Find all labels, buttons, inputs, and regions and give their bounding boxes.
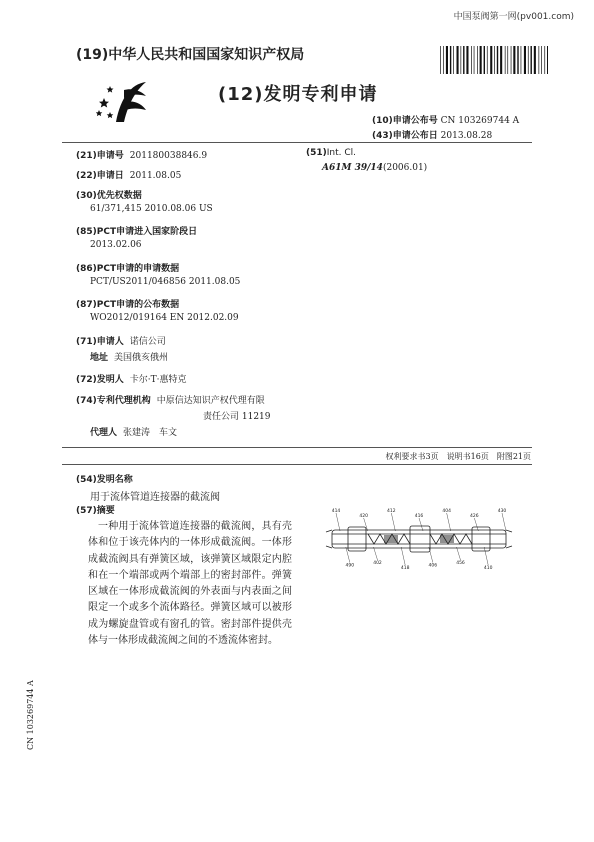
field-value: 2011.08.05 — [129, 171, 182, 181]
field-code: (74) — [76, 396, 97, 406]
figure-leader-line — [374, 547, 378, 560]
field-label: PCT申请的公布数据 — [96, 300, 180, 310]
field-label: 摘要 — [96, 506, 115, 516]
field-label: 代理人 — [90, 428, 118, 438]
field-agent — [90, 425, 177, 438]
figure-leader-line — [429, 547, 433, 563]
barcode-bar — [505, 46, 506, 74]
figure-reference-label: 414 — [331, 509, 341, 514]
pub-number: CN 103269744 A — [440, 116, 520, 126]
field-label: PCT申请的申请数据 — [96, 264, 180, 274]
barcode-bar — [517, 46, 518, 74]
barcode-bar — [450, 46, 451, 74]
field-value: 中原信达知识产权代理有限 — [156, 396, 265, 406]
pub-number-label: (10)申请公布号 — [372, 116, 438, 126]
pub-date-label: (43)申请公布日 — [372, 131, 438, 141]
figure-leader-line — [457, 547, 461, 560]
figure-reference-label: 456 — [456, 561, 465, 566]
field-label: 发明人 — [96, 375, 124, 385]
agency-value-line2: 责任公司 11219 — [203, 412, 271, 422]
field-application-date — [76, 168, 181, 181]
field-value: 张建涛 车文 — [123, 428, 178, 438]
barcode-bar — [484, 46, 485, 74]
barcode-bar — [541, 46, 542, 74]
barcode-bar — [547, 46, 548, 74]
field-pct-application — [76, 261, 179, 274]
figure-reference-label: 416 — [414, 514, 424, 519]
field-label: 优先权数据 — [96, 191, 142, 201]
barcode — [440, 46, 548, 74]
barcode-bar — [474, 46, 475, 74]
figure-reference-label: 430 — [497, 509, 507, 514]
field-value: 诺信公司 — [129, 337, 166, 347]
field-code: (86) — [76, 264, 97, 274]
field-abstract — [76, 503, 115, 516]
pct-publication-value: WO2012/019164 EN 2012.02.09 — [90, 313, 239, 323]
pub-date: 2013.08.28 — [440, 131, 493, 141]
barcode-bar — [497, 46, 498, 74]
barcode-bar — [544, 46, 545, 74]
figure-leader-line — [336, 513, 340, 531]
priority-value: 61/371,415 2010.08.06 US — [90, 204, 213, 214]
field-application-number — [76, 148, 207, 161]
figure-reference-label: 404 — [442, 509, 451, 514]
barcode-bar — [513, 46, 515, 74]
field-label: Int. Cl. — [326, 148, 357, 158]
field-code: (21) — [76, 151, 97, 161]
field-code: (57) — [76, 506, 97, 516]
field-address — [90, 350, 168, 363]
publication-date-row — [372, 128, 492, 141]
page-counts: 权利要求书3页 说明书16页 附图21页 — [385, 452, 531, 461]
figure-leader-line — [502, 513, 506, 531]
field-label: 发明名称 — [96, 475, 133, 485]
barcode-bar — [528, 46, 529, 74]
barcode-bar — [534, 46, 536, 74]
field-value: 卡尔·T·惠特克 — [129, 375, 187, 385]
figure-reference-label: 418 — [400, 566, 410, 571]
barcode-bar — [466, 46, 468, 74]
counts-top-rule — [62, 447, 532, 448]
barcode-bar — [531, 46, 532, 74]
barcode-bar — [443, 46, 444, 74]
figure-reference-label: 412 — [387, 509, 396, 514]
field-code: (51) — [306, 148, 327, 158]
figure-reference-label: 402 — [373, 561, 382, 566]
ipc-classification — [322, 163, 427, 173]
abstract-text: 一种用于流体管道连接器的截流阀，具有壳体和位于该壳体内的一体形成截流阀。一体形成截流阀具有弹簧区域，该弹簧区域限定内腔和在一个端部或两个端部上的密封部件。弹簧区域在一体形成截流阀的外表面与内表面之间限定一个或多个流体路径。弹簧区域可以被形成为螺旋盘管或有窗孔的管。密封部件提供壳体与一体形成截流阀之间的不透流体密封。 — [88, 521, 292, 647]
field-label: 地址 — [90, 353, 109, 363]
figure-leader-line — [484, 547, 488, 565]
site-watermark: 中国泵阀第一网(pv001.com) — [453, 12, 574, 22]
abstract-figure — [324, 504, 514, 574]
figure-leader-line — [391, 513, 395, 531]
barcode-bar — [440, 46, 441, 74]
field-code: (85) — [76, 227, 97, 237]
barcode-bar — [524, 46, 526, 74]
office-code: (19) — [76, 47, 109, 63]
counts-bottom-rule — [62, 464, 532, 465]
figure-reference-label: 410 — [483, 566, 493, 571]
barcode-bar — [471, 46, 472, 74]
publication-number-row — [372, 113, 519, 126]
field-inventor — [76, 372, 187, 385]
field-agency — [76, 393, 265, 406]
figure-leader-line — [401, 547, 405, 565]
barcode-bar — [457, 46, 459, 74]
pct-entry-value: 2013.02.06 — [90, 240, 142, 250]
sipo-logo-icon — [96, 78, 150, 124]
figure-reference-label: 406 — [428, 563, 438, 569]
barcode-bar — [446, 46, 448, 74]
barcode-bar — [507, 46, 508, 74]
field-invention-title — [76, 472, 133, 485]
office-name: 中华人民共和国国家知识产权局 — [108, 47, 305, 63]
field-label: PCT申请进入国家阶段日 — [96, 227, 198, 237]
barcode-bar — [453, 46, 454, 74]
barcode-bar — [494, 46, 495, 74]
barcode-bar — [487, 46, 488, 74]
field-label: 申请人 — [96, 337, 124, 347]
pct-application-value: PCT/US2011/046856 2011.08.05 — [90, 277, 241, 287]
barcode-bar — [539, 46, 540, 74]
field-code: (30) — [76, 191, 97, 201]
side-publication-number: CN 103269744 A — [26, 680, 35, 750]
barcode-bar — [511, 46, 512, 74]
field-value: 201180038846.9 — [129, 151, 208, 161]
field-code: (71) — [76, 337, 97, 347]
field-applicant — [76, 334, 166, 347]
figure-leader-line — [419, 518, 423, 531]
figure-leader-line — [474, 518, 478, 531]
header-rule — [62, 142, 532, 143]
field-code: (54) — [76, 475, 97, 485]
field-value: 美国俄亥俄州 — [114, 353, 169, 363]
doc-type: 发明专利申请 — [263, 84, 378, 105]
field-code: (72) — [76, 375, 97, 385]
field-label: 申请号 — [96, 151, 124, 161]
barcode-bar — [480, 46, 482, 74]
field-code: (22) — [76, 171, 97, 181]
barcode-bar — [500, 46, 502, 74]
doc-type-code: (12) — [218, 84, 264, 105]
field-label: 专利代理机构 — [96, 396, 151, 406]
field-priority — [76, 188, 142, 201]
figure-reference-label: 426 — [470, 514, 479, 519]
ipc-version: (2006.01) — [382, 163, 428, 173]
ipc-class: A61M 39/14 — [322, 163, 383, 173]
field-pct-publication — [76, 297, 179, 310]
figure-reference-label: 490 — [345, 563, 355, 569]
document-type-title — [218, 80, 378, 106]
barcode-bar — [461, 46, 462, 74]
figure-reference-label: 420 — [359, 514, 368, 519]
field-code: (87) — [76, 300, 97, 310]
barcode-bar — [477, 46, 478, 74]
barcode-bar — [463, 46, 464, 74]
invention-title: 用于流体管道连接器的截流阀 — [90, 492, 220, 503]
field-pct-entry — [76, 224, 197, 237]
field-label: 申请日 — [96, 171, 124, 181]
figure-leader-line — [447, 513, 451, 531]
barcode-bar — [490, 46, 492, 74]
patent-office-name — [76, 44, 304, 64]
barcode-bar — [521, 46, 522, 74]
field-int-cl — [306, 148, 356, 158]
